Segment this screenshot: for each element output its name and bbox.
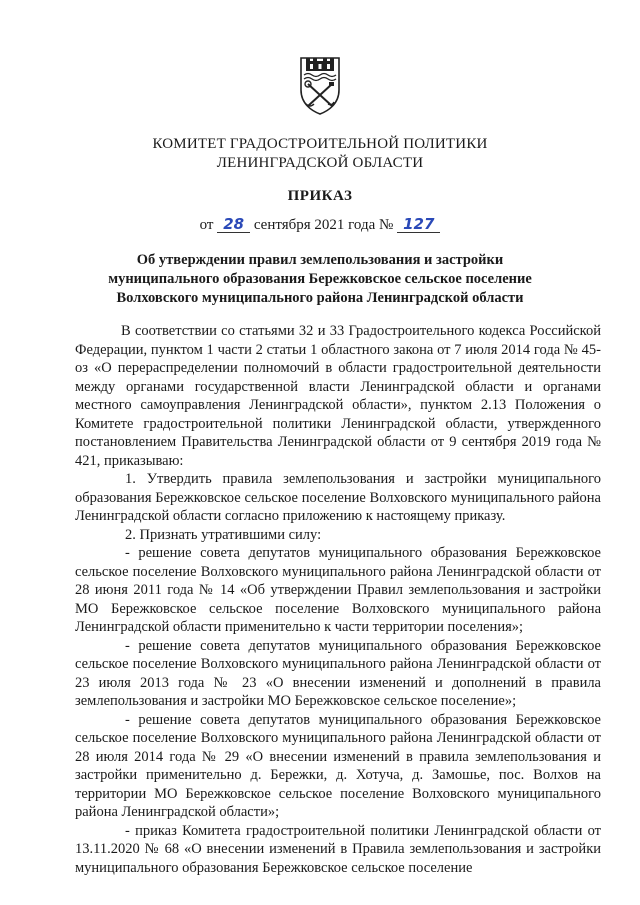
handwritten-number: 127 [397,217,440,233]
org-line-1: КОМИТЕТ ГРАДОСТРОИТЕЛЬНОЙ ПОЛИТИКИ [152,136,488,152]
handwritten-day: 28 [217,217,250,233]
org-line-2: ЛЕНИНГРАДСКОЙ ОБЛАСТИ [216,155,424,171]
date-line [0,217,640,234]
coat-of-arms-icon [298,52,342,116]
document-type: ПРИКАЗ [287,188,353,204]
organization-name [0,135,640,173]
date-middle: сентября 2021 года № [253,217,394,233]
subject-line-1: Об утверждении правил землепользования и застройки [136,252,504,268]
subject-line-2: муниципального образования Бережковское сельское поселение [108,271,532,287]
subject-line-3: Волховского муниципального района Ленинградской области [116,290,524,306]
repealed-act-3: - решение совета депутатов муниципального образования Бережковское сельское поселение Волховского муниципального района Ленинградской области от 28 июля 2014 года № 29 «О внесении изменений в правила землепользования и застройки применительно д. Бережки, д. Хотуча, д. Замошье, пос. Волхов на территории МО Бережковское сельское поселение Волховского муниципального района Ленинградской области»; [75,711,601,820]
repealed-act-2: - решение совета депутатов муниципального образования Бережковское сельское поселение Волховского муниципального района Ленинградской области от 23 июля 2013 года № 23 «О внесении изменений и дополнений в правила землепользования и застройки МО Бережковское сельское поселение»; [75,637,601,709]
preamble-paragraph: В соответствии со статьями 32 и 33 Градостроительного кодекса Российской Федерации, пунктом 1 части 2 статьи 1 областного закона от 7 июля 2014 года № 45-оз «О перераспределении полномочий в области градостроительной деятельности между органами государственной власти Ленинградской области и органами местного самоуправления Ленинградской области», пунктом 2.13 Положения о Комитете градостроительной политики Ленинградской области, утвержденного постановлением Правительства Ленинградской области от 9 сентября 2019 года № 421, приказываю: [75,323,601,469]
date-prefix: от [199,217,214,233]
repealed-act-1: - решение совета депутатов муниципального образования Бережковское сельское поселение Волховского муниципального района Ленинградской области от 28 июня 2011 года № 14 «Об утверждении Правил землепользования и застройки МО Бережковское сельское поселение Волховского муниципального района Ленинградской области применительно к части территории поселения»; [75,545,601,635]
repealed-act-4: - приказ Комитета градостроительной политики Ленинградской области от 13.11.2020 № 68 «О внесении изменений в Правила землепользования и застройки муниципального образования Бережковское сельское поселение [75,822,601,876]
item-2-paragraph: 2. Признать утратившими силу: [125,526,322,543]
item-1-paragraph: 1. Утвердить правила землепользования и застройки муниципального образования Бережковское сельское поселение Волховского муниципального района Ленинградской области согласно приложению к настоящему приказу. [75,471,601,524]
document-subject [0,251,640,308]
document-body [75,322,601,877]
